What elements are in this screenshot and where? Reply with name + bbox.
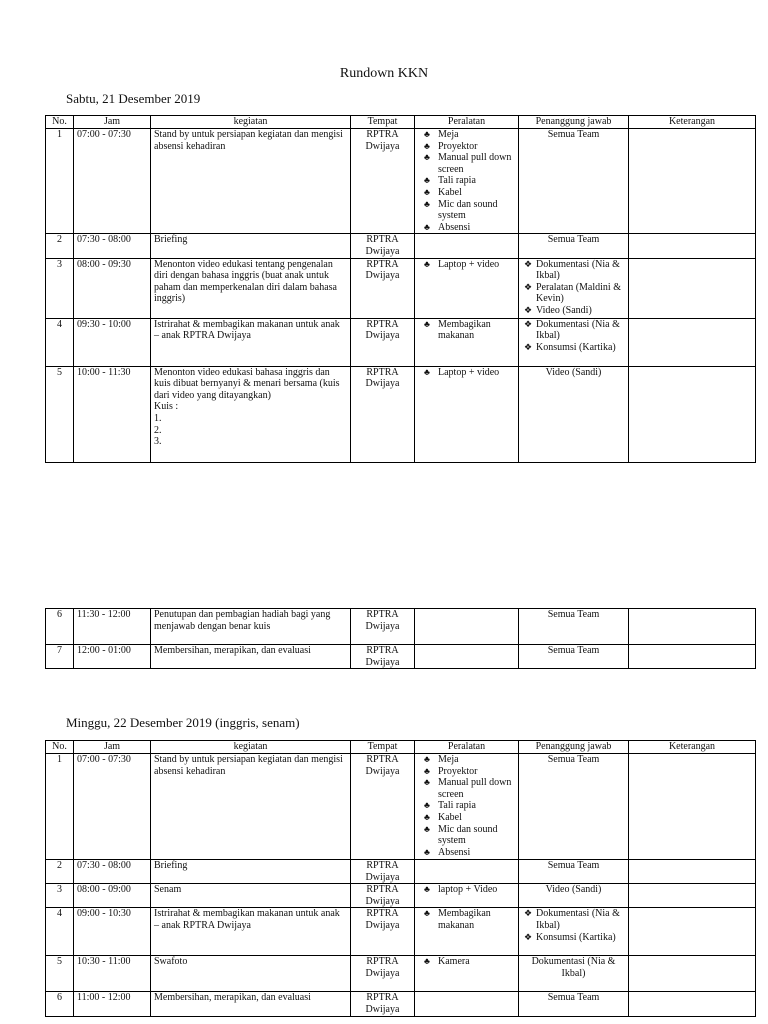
equipment-item: ♣ Meja — [418, 129, 515, 141]
responsible-item: ❖ Peralatan (Maldini & Kevin) — [522, 282, 625, 305]
equipment-item: ♣ Proyektor — [418, 141, 515, 153]
row-responsible: Semua Team — [519, 860, 629, 884]
equipment-item: ♣ Tali rapia — [418, 175, 515, 187]
activity-line: Kuis : — [154, 401, 179, 413]
row-place: RPTRA Dwijaya — [351, 609, 415, 645]
activity-line: Stand by untuk persiapan kegiatan dan mengisi absensi kehadiran — [154, 129, 343, 152]
row-time: 11:30 - 12:00 — [74, 609, 151, 645]
row-place: RPTRA Dwijaya — [351, 129, 415, 234]
row-number: 5 — [46, 956, 74, 992]
row-equipment — [415, 318, 519, 366]
table-row — [46, 754, 756, 860]
row-place: RPTRA Dwijaya — [351, 366, 415, 462]
responsible-item: ❖ Dokumentasi (Nia & Ikbal) — [522, 319, 625, 342]
row-responsible: Dokumentasi (Nia & Ikbal) — [519, 956, 629, 992]
row-number: 1 — [46, 129, 74, 234]
row-time: 07:00 - 07:30 — [74, 129, 151, 234]
responsible-item: ❖ Dokumentasi (Nia & Ikbal) — [522, 259, 625, 282]
row-equipment — [415, 754, 519, 860]
row-responsible: Video (Sandi) — [519, 884, 629, 908]
row-responsible: Video (Sandi) — [519, 366, 629, 462]
row-equipment — [415, 645, 519, 669]
table-row — [46, 318, 756, 366]
row-responsible: Semua Team — [519, 754, 629, 860]
equipment-item: ♣ Tali rapia — [418, 800, 515, 812]
row-number: 3 — [46, 884, 74, 908]
equipment-list — [418, 129, 515, 233]
equipment-item: ♣ Absensi — [418, 847, 515, 859]
row-activity — [151, 366, 351, 462]
equipment-list — [418, 319, 515, 342]
column-header: kegiatan — [151, 116, 351, 129]
row-responsible — [519, 318, 629, 366]
column-header: No. — [46, 116, 74, 129]
row-responsible — [519, 258, 629, 318]
row-number: 6 — [46, 609, 74, 645]
row-equipment — [415, 884, 519, 908]
row-activity — [151, 992, 351, 1016]
row-place: RPTRA Dwijaya — [351, 754, 415, 860]
activity-line: Penutupan dan pembagian hadiah bagi yang menjawab dengan benar kuis — [154, 609, 331, 632]
row-number: 7 — [46, 645, 74, 669]
equipment-item: ♣ Kamera — [418, 956, 515, 968]
table-row — [46, 258, 756, 318]
table-row — [46, 645, 756, 669]
row-responsible — [519, 908, 629, 956]
table-row — [46, 956, 756, 992]
column-header: Keterangan — [629, 741, 756, 754]
row-time: 10:00 - 11:30 — [74, 366, 151, 462]
row-time: 11:00 - 12:00 — [74, 992, 151, 1016]
activity-line: Swafoto — [154, 956, 188, 968]
responsible-list — [522, 908, 625, 943]
activity-line: Senam — [154, 884, 182, 896]
row-notes — [629, 318, 756, 366]
equipment-item: ♣ Laptop + video — [418, 259, 515, 271]
day2-date: Minggu, 22 Desember 2019 (inggris, senam) — [66, 715, 300, 730]
row-activity — [151, 645, 351, 669]
row-responsible: Semua Team — [519, 645, 629, 669]
row-notes — [629, 884, 756, 908]
row-number: 5 — [46, 366, 74, 462]
column-header: Penanggung jawab — [519, 116, 629, 129]
row-equipment — [415, 258, 519, 318]
equipment-item: ♣ Manual pull down screen — [418, 152, 515, 175]
row-activity — [151, 884, 351, 908]
equipment-item: ♣ Kabel — [418, 187, 515, 199]
row-notes — [629, 754, 756, 860]
row-responsible: Semua Team — [519, 992, 629, 1016]
row-activity — [151, 908, 351, 956]
row-notes — [629, 366, 756, 462]
activity-line: 1. — [154, 412, 162, 424]
equipment-item: ♣ Kabel — [418, 812, 515, 824]
row-number: 4 — [46, 318, 74, 366]
table-row — [46, 860, 756, 884]
table-header — [46, 116, 756, 129]
row-place: RPTRA Dwijaya — [351, 992, 415, 1016]
activity-line: 2. — [154, 424, 162, 436]
activity-line: Briefing — [154, 234, 188, 246]
row-notes — [629, 956, 756, 992]
row-number: 2 — [46, 234, 74, 258]
column-header: Jam — [74, 116, 151, 129]
equipment-item: ♣ Manual pull down screen — [418, 777, 515, 800]
row-place: RPTRA Dwijaya — [351, 234, 415, 258]
row-activity — [151, 129, 351, 234]
row-equipment — [415, 992, 519, 1016]
responsible-list — [522, 259, 625, 317]
row-activity — [151, 318, 351, 366]
row-time: 07:30 - 08:00 — [74, 860, 151, 884]
row-notes — [629, 908, 756, 956]
equipment-item: ♣ Laptop + video — [418, 367, 515, 379]
table-row — [46, 609, 756, 645]
table-header — [46, 741, 756, 754]
row-activity — [151, 754, 351, 860]
row-equipment — [415, 366, 519, 462]
row-notes — [629, 129, 756, 234]
row-responsible: Semua Team — [519, 609, 629, 645]
row-number: 1 — [46, 754, 74, 860]
row-equipment — [415, 609, 519, 645]
row-place: RPTRA Dwijaya — [351, 318, 415, 366]
equipment-item: ♣ Mic dan sound system — [418, 824, 515, 847]
row-notes — [629, 645, 756, 669]
responsible-item: ❖ Konsumsi (Kartika) — [522, 932, 625, 944]
row-notes — [629, 258, 756, 318]
row-notes — [629, 860, 756, 884]
equipment-item: ♣ Membagikan makanan — [418, 319, 515, 342]
row-place: RPTRA Dwijaya — [351, 860, 415, 884]
equipment-item: ♣ Membagikan makanan — [418, 908, 515, 931]
row-time: 07:30 - 08:00 — [74, 234, 151, 258]
table-row — [46, 884, 756, 908]
table-row — [46, 234, 756, 258]
row-number: 6 — [46, 992, 74, 1016]
column-header: Penanggung jawab — [519, 741, 629, 754]
day2-table — [45, 740, 756, 1017]
equipment-list — [418, 884, 515, 896]
activity-line: Menonton video edukasi bahasa inggris dan kuis dibuat bernyanyi & menari bersama (kuis dari video yang ditayangkan) — [154, 366, 340, 401]
row-notes — [629, 609, 756, 645]
table-row — [46, 992, 756, 1016]
row-place: RPTRA Dwijaya — [351, 258, 415, 318]
row-activity — [151, 609, 351, 645]
row-place: RPTRA Dwijaya — [351, 956, 415, 992]
column-header: Keterangan — [629, 116, 756, 129]
row-notes — [629, 234, 756, 258]
row-responsible: Semua Team — [519, 129, 629, 234]
row-responsible: Semua Team — [519, 234, 629, 258]
equipment-item: ♣ Proyektor — [418, 766, 515, 778]
row-activity — [151, 860, 351, 884]
column-header: No. — [46, 741, 74, 754]
row-number: 4 — [46, 908, 74, 956]
column-header: Jam — [74, 741, 151, 754]
row-time: 07:00 - 07:30 — [74, 754, 151, 860]
column-header: Tempat — [351, 116, 415, 129]
row-equipment — [415, 908, 519, 956]
column-header: kegiatan — [151, 741, 351, 754]
equipment-item: ♣ Mic dan sound system — [418, 199, 515, 222]
row-equipment — [415, 956, 519, 992]
row-activity — [151, 258, 351, 318]
row-time: 09:00 - 10:30 — [74, 908, 151, 956]
equipment-item: ♣ Meja — [418, 754, 515, 766]
row-place: RPTRA Dwijaya — [351, 908, 415, 956]
row-time: 12:00 - 01:00 — [74, 645, 151, 669]
row-place: RPTRA Dwijaya — [351, 884, 415, 908]
table-row — [46, 908, 756, 956]
column-header: Tempat — [351, 741, 415, 754]
activity-line: Stand by untuk persiapan kegiatan dan mengisi absensi kehadiran — [154, 754, 343, 777]
activity-line: Istrirahat & membagikan makanan untuk anak – anak RPTRA Dwijaya — [154, 908, 340, 931]
responsible-list — [522, 319, 625, 354]
day1-date: Sabtu, 21 Desember 2019 — [66, 91, 201, 106]
day1-table-continued — [45, 608, 756, 669]
row-equipment — [415, 129, 519, 234]
equipment-list — [418, 754, 515, 858]
column-header: Peralatan — [415, 741, 519, 754]
table-row — [46, 129, 756, 234]
row-time: 08:00 - 09:00 — [74, 884, 151, 908]
row-notes — [629, 992, 756, 1016]
activity-line: Istrirahat & membagikan makanan untuk anak – anak RPTRA Dwijaya — [154, 318, 340, 342]
activity-line: Menonton video edukasi tentang pengenalan diri dengan bahasa inggris (buat anak untuk paham dan memperkenalan diri dalam bahasa inggris) — [154, 258, 337, 305]
row-activity — [151, 234, 351, 258]
responsible-item: ❖ Konsumsi (Kartika) — [522, 342, 625, 354]
row-time: 08:00 - 09:30 — [74, 258, 151, 318]
column-header: Peralatan — [415, 116, 519, 129]
activity-line: Membersihan, merapikan, dan evaluasi — [154, 992, 311, 1004]
equipment-list — [418, 908, 515, 931]
equipment-list — [418, 956, 515, 968]
row-time: 09:30 - 10:00 — [74, 318, 151, 366]
activity-line: Briefing — [154, 860, 188, 871]
row-number: 2 — [46, 860, 74, 884]
row-place: RPTRA Dwijaya — [351, 645, 415, 669]
table-row — [46, 366, 756, 462]
row-equipment — [415, 234, 519, 258]
activity-line: 3. — [154, 436, 162, 448]
equipment-item: ♣ Absensi — [418, 222, 515, 234]
activity-line: Membersihan, merapikan, dan evaluasi — [154, 645, 311, 656]
equipment-item: ♣ laptop + Video — [418, 884, 515, 896]
row-activity — [151, 956, 351, 992]
day1-table — [45, 115, 756, 463]
row-number: 3 — [46, 258, 74, 318]
equipment-list — [418, 259, 515, 271]
row-time: 10:30 - 11:00 — [74, 956, 151, 992]
page-title: Rundown KKN — [339, 66, 429, 81]
responsible-item: ❖ Dokumentasi (Nia & Ikbal) — [522, 908, 625, 931]
row-equipment — [415, 860, 519, 884]
responsible-item: ❖ Video (Sandi) — [522, 305, 625, 317]
equipment-list — [418, 367, 515, 379]
